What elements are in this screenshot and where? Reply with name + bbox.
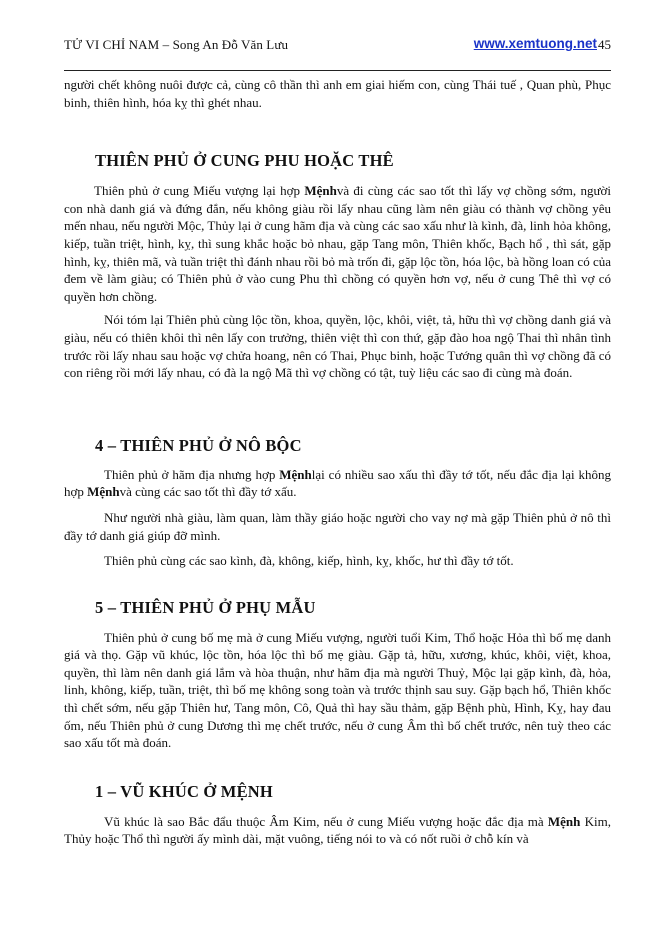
paragraph: Nói tóm lại Thiên phủ cùng lộc tồn, khoa, quyền, lộc, khôi, việt, tả, hữu thì vợ chồng danh giá và giàu, nếu có thiên khôi thì nên lấy con trưởng, thiên việt thì con thứ, gặp đào hoa ngộ Thai thì nhân tình trước rồi lấy nhau sau hoặc vợ chửa hoang, nên có Thai, Phục binh, hoặc Tướng quân thì vợ chồng đã có con riêng rồi mới lấy nhau, có đà la ngộ Mã thì vợ chồng có tật, tuỳ liệu các sao đi cùng mà đoán.: [64, 312, 611, 381]
paragraph: Như người nhà giàu, làm quan, làm thầy giáo hoặc người cho vay nợ mà gặp Thiên phủ ở nô thì đầy tớ danh giá giúp đỡ mình.: [64, 509, 611, 543]
page-header: [64, 37, 611, 57]
bold-term: Mệnh: [279, 466, 312, 482]
section-heading: 5 – THIÊN PHỦ Ở PHỤ MẪU: [95, 597, 316, 617]
text-run: Thiên phủ ở hãm địa nhưng hợp: [104, 466, 280, 482]
paragraph: Thiên phủ cùng các sao kình, đà, không, kiếp, hình, kỵ, khốc, hư thì đầy tớ tốt.: [104, 553, 514, 569]
page-number: 45: [598, 37, 611, 52]
document-body: [64, 76, 611, 848]
text-run: Thiên phủ ở cung Miếu vượng lại hợp: [94, 183, 305, 199]
paragraph: [64, 466, 611, 501]
text-run: và đi cùng các sao tốt thì lấy vợ chồng sớm, người con nhà danh giá và đứng đắn, nếu không giàu rồi lấy nhau cũng làm nên giàu có thành vợ chồng yêu mến nhau, nếu người Mộc, Thủy lại ở cung hãm địa và cùng các sao xấu như là kình, đà, linh hỏa không, kiếp, tuần triệt, hình, kỵ, thì sung khắc hoặc bỏ nhau, gặp Tang môn, Thiên khốc, Bạch hổ , thì sát, gặp hình, kỵ, thiên mã, và tuần triệt thì đánh nhau rồi bỏ mà trốn đi, gặp lộc tồn, hóa lộc, bà hồng loan có của đem về làm giàu; có Thiên phủ ở vào cung Phu thì chồng có quyền hơn vợ, nếu ở cung Thê thì vợ có quyền hơn chồng.: [64, 183, 611, 304]
header-title: TỬ VI CHỈ NAM – Song An Đỗ Văn Lưu: [64, 37, 289, 52]
text-run: Vũ khúc là sao Bắc đẩu thuộc Âm Kim, nếu ở cung Miếu vượng hoặc đắc địa mà: [104, 813, 548, 829]
section-heading: 1 – VŨ KHÚC Ở MỆNH: [95, 781, 273, 801]
bold-term: Mệnh: [87, 484, 120, 500]
bold-term: Mệnh: [547, 813, 581, 829]
paragraph: [64, 813, 611, 848]
bold-term: Mệnh: [304, 183, 337, 199]
text-run: lại có nhiều sao xấu thì đầy tớ tốt, nếu đắc địa lại không hợp: [64, 466, 611, 500]
paragraph: [64, 182, 611, 305]
section-heading: 4 – THIÊN PHỦ Ở NÔ BỘC: [95, 435, 302, 455]
text-run: Kim, Thủy hoặc Thổ thì người ấy mình dài, mặt vuông, tiếng nói to và có nốt ruồi ở chỗ kín và: [64, 813, 611, 847]
paragraph: người chết không nuôi được cả, cùng cô thần thì anh em giai hiếm con, cùng Thái tuế , Quan phù, Phục binh, thiên hình, hóa kỵ thì ghét nhau.: [64, 77, 611, 110]
section-heading: THIÊN PHỦ Ở CUNG PHU HOẶC THÊ: [95, 151, 394, 171]
paragraph: Thiên phủ ở cung bố mẹ mà ở cung Miếu vượng, người tuổi Kim, Thổ hoặc Hỏa thì bố mẹ danh giá và thọ. Gặp vũ khúc, lộc tồn, hóa lộc thì bố mẹ giàu. Gặp tả, hữu, xương, khúc, khôi, việt, khoa, quyền, thì làm nên danh giá lắm và hòa thuận, như hãm địa mà người Thuỷ, Mộc lại gặp kình, đà, hỏa, linh, không, kiếp, tuần, triệt, thì bố mẹ không song toàn và trước thịnh sau suy. Gặp bạch hổ, Thiên khốc thì chết sớm, nếu gặp Thiên hư, Tang môn, Cô, Quả thì hay sầu thảm, gặp Bệnh phù, Hình, Kỵ, hay đau ốm, nếu Thiên phủ ở cung Dương thì mẹ chết trước, nếu ở cung Âm thì bố chết trước, nên tuỳ theo các sao xấu tốt mà đoán.: [64, 629, 611, 751]
header-rule: [64, 70, 611, 71]
header-site-link[interactable]: www.xemtuong.net: [473, 36, 597, 51]
text-run: và cùng các sao tốt thì đầy tớ xấu.: [119, 484, 297, 500]
